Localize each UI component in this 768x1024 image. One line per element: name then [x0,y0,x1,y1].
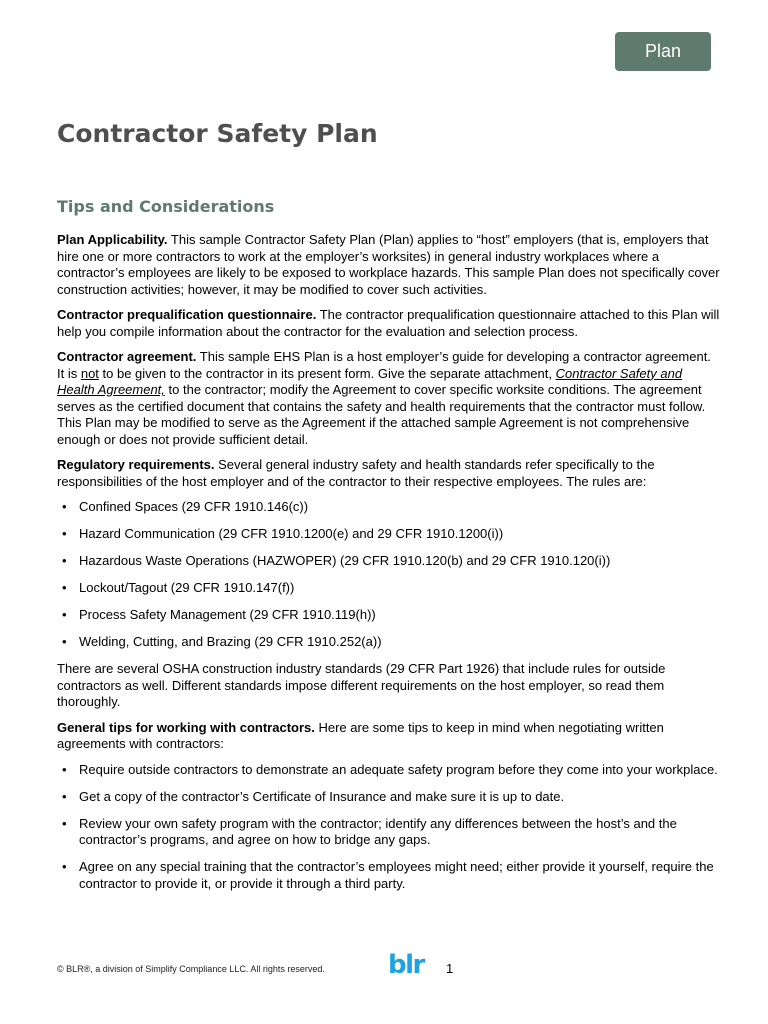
document-body [57,232,721,903]
paragraph-general-tips [57,720,721,753]
blr-logo: blr [388,950,424,980]
list-item: • Lockout/Tagout (29 CFR 1910.147(f)) [62,580,295,595]
lead-in: Contractor agreement. [57,349,197,364]
bullet-icon: • [62,526,67,541]
emphasis-not: not [80,365,99,381]
bullet-icon: • [62,761,67,777]
list-item: • Welding, Cutting, and Brazing (29 CFR 1910.252(a)) [62,634,382,649]
bullet-icon: • [62,859,67,874]
tips-list [57,762,721,893]
paragraph-text: The contractor prequalification questionnaire attached to this Plan will help you compile information about the contractor for the evaluation and selection process. [57,307,720,339]
bullet-icon: • [62,788,67,804]
list-item: • Confined Spaces (29 CFR 1910.146(c)) [62,499,309,514]
paragraph-prequalification [57,307,721,340]
list-item: • Process Safety Management (29 CFR 1910.119(h)) [62,607,376,622]
section-heading: Tips and Considerations [57,197,275,216]
plan-badge: Plan [615,32,711,71]
paragraph-text: to the contractor; modify the Agreement to cover specific worksite conditions. The agreement serves as the certified document that contains the safety and health requirements that the contractor must follow. This Plan may be modified to serve as the Agreement if the attached sample Agreement is not comprehensive enough or does not provide sufficient detail. [57,382,706,447]
lead-in: General tips for working with contractors. [57,719,315,735]
rules-list [57,499,721,651]
paragraph-text: to be given to the contractor in its present form. Give the separate attachment, [98,365,556,381]
list-item: • Review your own safety program with the contractor; identify any differences between the host’s and the contractor’s programs, and agree on how to bridge any gaps. [62,815,677,847]
page-title: Contractor Safety Plan [57,119,378,148]
bullet-icon: • [62,815,67,831]
paragraph-text: Several general industry safety and health standards refer specifically to the responsibilities of the host employer and of the contractor to their respective employees. The rules are: [57,457,655,489]
list-item: • Hazard Communication (29 CFR 1910.1200(e) and 29 CFR 1910.1200(i)) [62,526,504,541]
lead-in: Plan Applicability. [57,232,168,247]
bullet-icon: • [62,499,67,514]
list-item: • Get a copy of the contractor’s Certificate of Insurance and make sure it is up to date. [62,788,565,804]
paragraph-plan-applicability [57,232,721,298]
paragraph-text: Here are some tips to keep in mind when negotiating written agreements with contractors: [57,719,664,751]
bullet-icon: • [62,580,67,595]
bullet-icon: • [62,634,67,649]
paragraph-text: This sample Contractor Safety Plan (Plan) applies to “host” employers (that is, employers that hire one or more contractors to work at the employer’s worksites) in general industry workplaces where a contractor’s employees are likely to be exposed to workplace hazards. This sample Plan does not specifically cover construction activities; however, it may be modified to cover such activities. [57,232,720,297]
list-item: • Hazardous Waste Operations (HAZWOPER) (29 CFR 1910.120(b) and 29 CFR 1910.120(i)) [62,553,611,568]
paragraph-text: This sample EHS Plan is a host employer’s guide for developing a contractor agreement. It is [57,349,711,381]
agreement-title: Contractor Safety and Health Agreement, [57,365,683,397]
bullet-icon: • [62,553,67,568]
paragraph-contractor-agreement [57,349,721,448]
list-item: • Agree on any special training that the contractor’s employees might need; either provide it yourself, require the contractor to provide it, or provide it through a third party. [62,859,714,891]
bullet-icon: • [62,607,67,622]
lead-in: Contractor prequalification questionnaire. [57,307,317,322]
paragraph-regulatory [57,457,721,490]
list-item: • Require outside contractors to demonstrate an adequate safety program before they come into your workplace. [62,761,718,777]
paragraph-construction-standards: There are several OSHA construction industry standards (29 CFR Part 1926) that include rules for outside contractors as well. Different standards impose different requirements on the host employer, so read them thoroughly. [57,661,666,709]
lead-in: Regulatory requirements. [57,457,215,472]
footer-copyright: © BLR®, a division of Simplify Compliance LLC. All rights reserved. [57,964,325,974]
page-number: 1 [446,961,454,976]
